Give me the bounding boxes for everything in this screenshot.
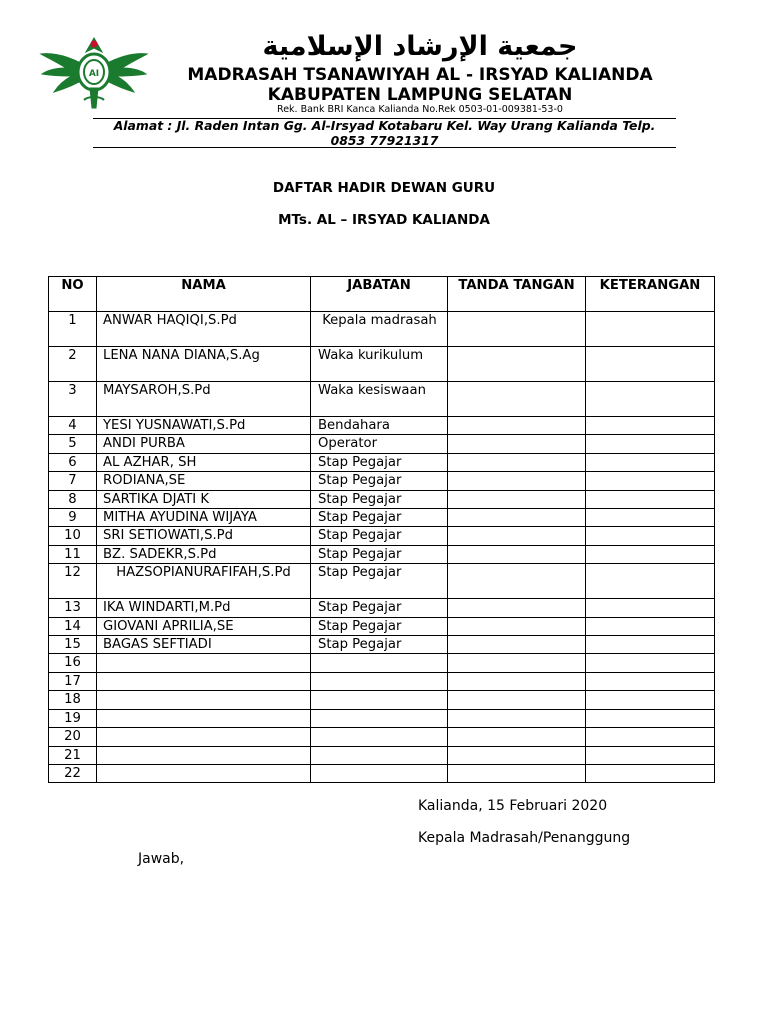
- table-row: [49, 417, 715, 435]
- row-number-cell: 2: [49, 347, 97, 382]
- row-number-cell: 9: [49, 509, 97, 527]
- row-name-cell: RODIANA,SE: [97, 472, 311, 490]
- row-notes-cell: [586, 382, 715, 417]
- table-row: [49, 617, 715, 635]
- row-name-cell: AL AZHAR, SH: [97, 453, 311, 471]
- row-name-cell: SARTIKA DJATI K: [97, 490, 311, 508]
- row-signature-cell: [448, 672, 586, 690]
- row-name-cell: [97, 764, 311, 782]
- row-name-cell: [97, 654, 311, 672]
- row-position-cell: [311, 672, 448, 690]
- bank-account-line: Rek. Bank BRI Kanca Kalianda No.Rek 0503-01-009381-53-0: [277, 104, 563, 115]
- row-notes-cell: [586, 490, 715, 508]
- column-header-tanda-tangan: TANDA TANGAN: [448, 277, 586, 312]
- row-number-cell: 20: [49, 728, 97, 746]
- row-signature-cell: [448, 654, 586, 672]
- phone-line: 0853 77921317: [330, 133, 439, 148]
- row-position-cell: Stap Pegajar: [311, 527, 448, 545]
- table-row: [49, 472, 715, 490]
- row-notes-cell: [586, 672, 715, 690]
- row-notes-cell: [586, 636, 715, 654]
- table-row: [49, 527, 715, 545]
- row-notes-cell: [586, 564, 715, 599]
- row-signature-cell: [448, 312, 586, 347]
- row-notes-cell: [586, 728, 715, 746]
- row-notes-cell: [586, 709, 715, 727]
- row-notes-cell: [586, 453, 715, 471]
- table-header-row: [49, 277, 715, 312]
- row-number-cell: 5: [49, 435, 97, 453]
- row-name-cell: [97, 728, 311, 746]
- signer-title-continued: Jawab,: [138, 851, 185, 867]
- row-number-cell: 12: [49, 564, 97, 599]
- table-row: [49, 347, 715, 382]
- row-name-cell: [97, 709, 311, 727]
- row-position-cell: Kepala madrasah: [311, 312, 448, 347]
- signer-title: Kepala Madrasah/Penanggung: [418, 830, 631, 846]
- letterhead-divider-thick: [93, 147, 676, 148]
- row-number-cell: 13: [49, 599, 97, 617]
- address-line: Alamat : Jl. Raden Intan Gg. Al-Irsyad Kotabaru Kel. Way Urang Kalianda Telp.: [113, 118, 656, 133]
- attendance-table: [48, 276, 715, 783]
- row-notes-cell: [586, 472, 715, 490]
- table-row: [49, 728, 715, 746]
- table-row: [49, 746, 715, 764]
- row-name-cell: IKA WINDARTI,M.Pd: [97, 599, 311, 617]
- row-name-cell: ANDI PURBA: [97, 435, 311, 453]
- row-number-cell: 21: [49, 746, 97, 764]
- row-signature-cell: [448, 490, 586, 508]
- row-signature-cell: [448, 728, 586, 746]
- row-notes-cell: [586, 312, 715, 347]
- row-number-cell: 3: [49, 382, 97, 417]
- row-signature-cell: [448, 453, 586, 471]
- row-signature-cell: [448, 564, 586, 599]
- row-notes-cell: [586, 691, 715, 709]
- row-number-cell: 6: [49, 453, 97, 471]
- row-position-cell: Stap Pegajar: [311, 564, 448, 599]
- row-name-cell: ANWAR HAQIQI,S.Pd: [97, 312, 311, 347]
- table-row: [49, 672, 715, 690]
- table-row: [49, 382, 715, 417]
- table-row: [49, 764, 715, 782]
- row-notes-cell: [586, 509, 715, 527]
- row-notes-cell: [586, 417, 715, 435]
- table-row: [49, 636, 715, 654]
- document-subtitle: MTs. AL – IRSYAD KALIANDA: [278, 212, 490, 228]
- row-name-cell: BZ. SADEKR,S.Pd: [97, 545, 311, 563]
- row-position-cell: [311, 746, 448, 764]
- row-position-cell: Stap Pegajar: [311, 636, 448, 654]
- row-signature-cell: [448, 472, 586, 490]
- table-row: [49, 564, 715, 599]
- table-row: [49, 709, 715, 727]
- organization-arabic-name: جمعية الإرشاد الإسلامية: [262, 31, 578, 62]
- table-row: [49, 599, 715, 617]
- row-name-cell: MAYSAROH,S.Pd: [97, 382, 311, 417]
- row-position-cell: [311, 691, 448, 709]
- row-name-cell: HAZSOPIANURAFIFAH,S.Pd: [97, 564, 311, 599]
- school-name: MADRASAH TSANAWIYAH AL - IRSYAD KALIANDA: [187, 65, 653, 85]
- row-number-cell: 11: [49, 545, 97, 563]
- row-signature-cell: [448, 527, 586, 545]
- table-row: [49, 490, 715, 508]
- row-signature-cell: [448, 435, 586, 453]
- row-position-cell: Stap Pegajar: [311, 453, 448, 471]
- row-notes-cell: [586, 746, 715, 764]
- row-position-cell: Stap Pegajar: [311, 490, 448, 508]
- row-position-cell: Stap Pegajar: [311, 545, 448, 563]
- row-name-cell: [97, 691, 311, 709]
- table-row: [49, 509, 715, 527]
- row-name-cell: MITHA AYUDINA WIJAYA: [97, 509, 311, 527]
- row-number-cell: 16: [49, 654, 97, 672]
- row-notes-cell: [586, 545, 715, 563]
- row-signature-cell: [448, 746, 586, 764]
- row-signature-cell: [448, 617, 586, 635]
- row-number-cell: 1: [49, 312, 97, 347]
- row-number-cell: 19: [49, 709, 97, 727]
- row-number-cell: 10: [49, 527, 97, 545]
- table-row: [49, 435, 715, 453]
- row-notes-cell: [586, 617, 715, 635]
- row-notes-cell: [586, 347, 715, 382]
- row-name-cell: SRI SETIOWATI,S.Pd: [97, 527, 311, 545]
- row-signature-cell: [448, 417, 586, 435]
- row-number-cell: 17: [49, 672, 97, 690]
- row-position-cell: Stap Pegajar: [311, 509, 448, 527]
- row-signature-cell: [448, 691, 586, 709]
- row-signature-cell: [448, 636, 586, 654]
- row-signature-cell: [448, 599, 586, 617]
- svg-text:AI: AI: [88, 69, 100, 79]
- row-name-cell: [97, 672, 311, 690]
- row-notes-cell: [586, 435, 715, 453]
- row-number-cell: 7: [49, 472, 97, 490]
- row-position-cell: [311, 654, 448, 672]
- row-position-cell: Stap Pegajar: [311, 472, 448, 490]
- column-header-nama: NAMA: [97, 277, 311, 312]
- column-header-keterangan: KETERANGAN: [586, 277, 715, 312]
- table-row: [49, 654, 715, 672]
- row-number-cell: 15: [49, 636, 97, 654]
- column-header-jabatan: JABATAN: [311, 277, 448, 312]
- row-name-cell: LENA NANA DIANA,S.Ag: [97, 347, 311, 382]
- row-number-cell: 8: [49, 490, 97, 508]
- row-position-cell: Stap Pegajar: [311, 617, 448, 635]
- row-notes-cell: [586, 764, 715, 782]
- row-position-cell: [311, 709, 448, 727]
- row-signature-cell: [448, 545, 586, 563]
- row-name-cell: YESI YUSNAWATI,S.Pd: [97, 417, 311, 435]
- row-name-cell: [97, 746, 311, 764]
- table-row: [49, 691, 715, 709]
- row-number-cell: 22: [49, 764, 97, 782]
- place-and-date: Kalianda, 15 Februari 2020: [418, 798, 608, 814]
- row-number-cell: 14: [49, 617, 97, 635]
- row-signature-cell: [448, 764, 586, 782]
- row-position-cell: Stap Pegajar: [311, 599, 448, 617]
- row-signature-cell: [448, 509, 586, 527]
- row-notes-cell: [586, 599, 715, 617]
- address-block: [93, 118, 676, 148]
- row-position-cell: Bendahara: [311, 417, 448, 435]
- row-signature-cell: [448, 382, 586, 417]
- column-header-no: NO: [49, 277, 97, 312]
- row-notes-cell: [586, 654, 715, 672]
- row-position-cell: Waka kesiswaan: [311, 382, 448, 417]
- table-row: [49, 453, 715, 471]
- row-number-cell: 4: [49, 417, 97, 435]
- table-row: [49, 545, 715, 563]
- regency-name: KABUPATEN LAMPUNG SELATAN: [267, 85, 573, 105]
- row-notes-cell: [586, 527, 715, 545]
- row-position-cell: [311, 728, 448, 746]
- al-irsyad-emblem-icon: [38, 30, 150, 112]
- row-signature-cell: [448, 709, 586, 727]
- row-position-cell: Waka kurikulum: [311, 347, 448, 382]
- document-title: DAFTAR HADIR DEWAN GURU: [272, 180, 496, 196]
- row-name-cell: BAGAS SEFTIADI: [97, 636, 311, 654]
- table-row: [49, 312, 715, 347]
- row-signature-cell: [448, 347, 586, 382]
- row-position-cell: [311, 764, 448, 782]
- row-name-cell: GIOVANI APRILIA,SE: [97, 617, 311, 635]
- row-position-cell: Operator: [311, 435, 448, 453]
- row-number-cell: 18: [49, 691, 97, 709]
